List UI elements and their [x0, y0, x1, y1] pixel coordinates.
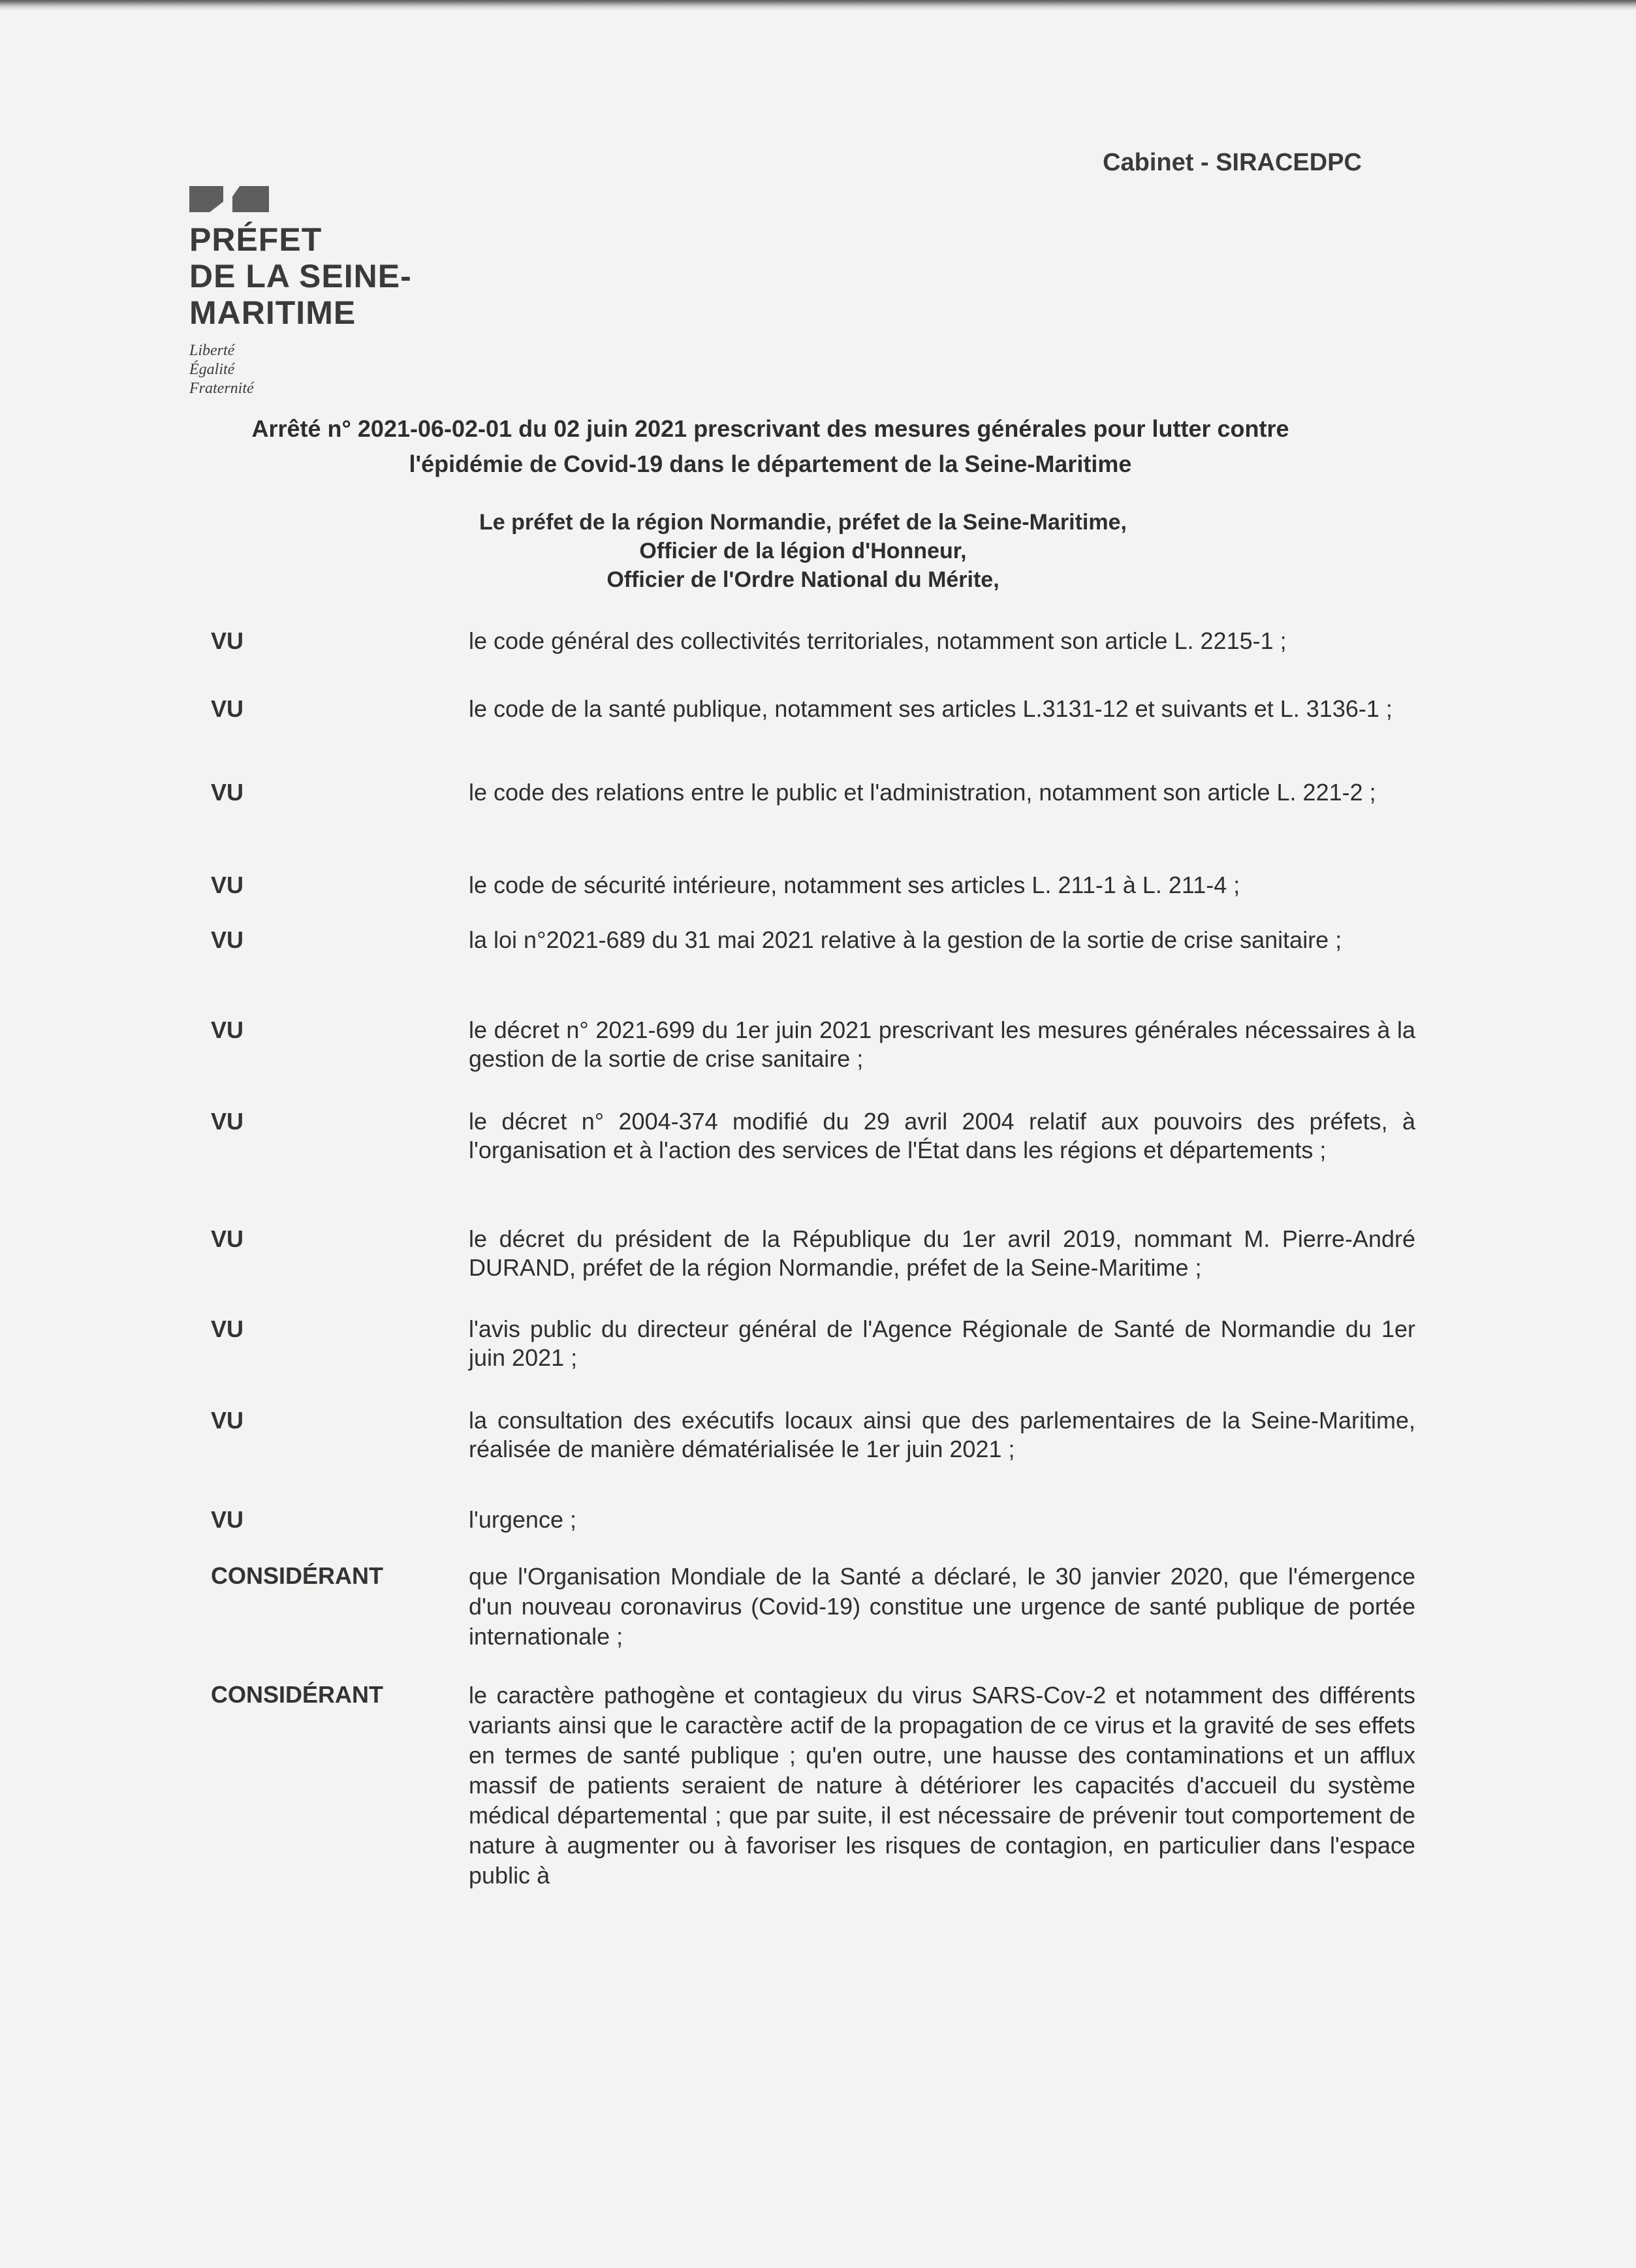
entry-label: VU: [211, 1506, 244, 1533]
prefecture-name: [189, 221, 412, 331]
entry-text: le décret du président de la République du 1er avril 2019, nommant M. Pierre-André DURAND, préfet de la région Normandie, préfet de la Seine-Maritime ;: [469, 1225, 1415, 1281]
entry-text: la consultation des exécutifs locaux ainsi que des parlementaires de la Seine-Maritime, réalisée de manière dématérialisée le 1er juin 2021 ;: [469, 1407, 1415, 1462]
entry-label: VU: [211, 695, 244, 722]
decree-title: [157, 411, 1384, 482]
prefecture-name-line: PRÉFET: [189, 221, 322, 258]
entry-label: VU: [211, 627, 244, 654]
entry-label: VU: [211, 1108, 244, 1135]
prefecture-logo: [189, 186, 412, 398]
prefecture-name-line: DE LA SEINE-: [189, 258, 412, 294]
entry-text: le caractère pathogène et contagieux du virus SARS-Cov-2 et notamment des différents variants ainsi que le caractère actif de la propagation de ce virus et la gravité de ses effets en termes de santé publique ; qu'en outre, une hausse des contaminations et un afflux massif de patients seraient de nature à détériorer les capacités d'accueil du système médical départemental ; que par suite, il est nécessaire de prévenir tout comportement de nature à augmenter ou à favoriser les risques de contagion, en particulier dans l'espace public à: [469, 1682, 1415, 1889]
entry-label: VU: [211, 1315, 244, 1342]
motto-line: Fraternité: [189, 380, 254, 397]
entry-text: la loi n°2021-689 du 31 mai 2021 relative à la gestion de la sortie de crise sanitaire ;: [469, 926, 1342, 953]
authority-line: Officier de la légion d'Honneur,: [639, 539, 967, 563]
entry-text: le code général des collectivités territoriales, notamment son article L. 2215-1 ;: [469, 627, 1287, 654]
marianne-emblem-icon: [189, 186, 412, 212]
entry-label: CONSIDÉRANT: [211, 1562, 384, 1589]
entry-label: VU: [211, 1407, 244, 1434]
entry-label: VU: [211, 1225, 244, 1252]
entry-label: CONSIDÉRANT: [211, 1681, 384, 1708]
prefecture-name-line: MARITIME: [189, 294, 356, 331]
entry-text: le code de la santé publique, notamment ses articles L.3131-12 et suivants et L. 3136-1 ;: [469, 695, 1392, 722]
entry-text: le décret n° 2004-374 modifié du 29 avril 2004 relatif aux pouvoirs des préfets, à l'organisation et à l'action des services de l'État dans les régions et départements ;: [469, 1108, 1415, 1163]
entry-label: VU: [211, 926, 244, 953]
entry-label: VU: [211, 779, 244, 806]
authority-line: Officier de l'Ordre National du Mérite,: [606, 567, 999, 592]
entry-label: VU: [211, 1016, 244, 1043]
issuing-authority: [353, 508, 1253, 594]
entry-text: l'avis public du directeur général de l'Agence Régionale de Santé de Normandie du 1er juin 2021 ;: [469, 1315, 1415, 1371]
decree-title-line: l'épidémie de Covid-19 dans le département de la Seine-Maritime: [409, 450, 1132, 477]
entry-label: VU: [211, 872, 244, 898]
entry-text: que l'Organisation Mondiale de la Santé a déclaré, le 30 janvier 2020, que l'émergence d'un nouveau coronavirus (Covid-19) constitue une urgence de santé publique de portée internationale ;: [469, 1563, 1415, 1650]
entry-text: le code des relations entre le public et l'administration, notamment son article L. 221-2 ;: [469, 779, 1376, 806]
entry-text: le décret n° 2021-699 du 1er juin 2021 prescrivant les mesures générales nécessaires à la gestion de la sortie de crise sanitaire ;: [469, 1016, 1415, 1072]
motto-line: Égalité: [189, 361, 235, 378]
authority-line: Le préfet de la région Normandie, préfet de la Seine-Maritime,: [479, 510, 1127, 535]
scan-top-edge: [0, 0, 1636, 10]
motto-line: Liberté: [189, 342, 235, 359]
decree-title-line: Arrêté n° 2021-06-02-01 du 02 juin 2021 prescrivant des mesures générales pour lutter contre: [251, 415, 1289, 442]
cabinet-reference: Cabinet - SIRACEDPC: [1103, 149, 1362, 176]
republic-motto: [189, 341, 412, 398]
entry-text: l'urgence ;: [469, 1506, 576, 1533]
entry-text: le code de sécurité intérieure, notamment ses articles L. 211-1 à L. 211-4 ;: [469, 872, 1240, 898]
